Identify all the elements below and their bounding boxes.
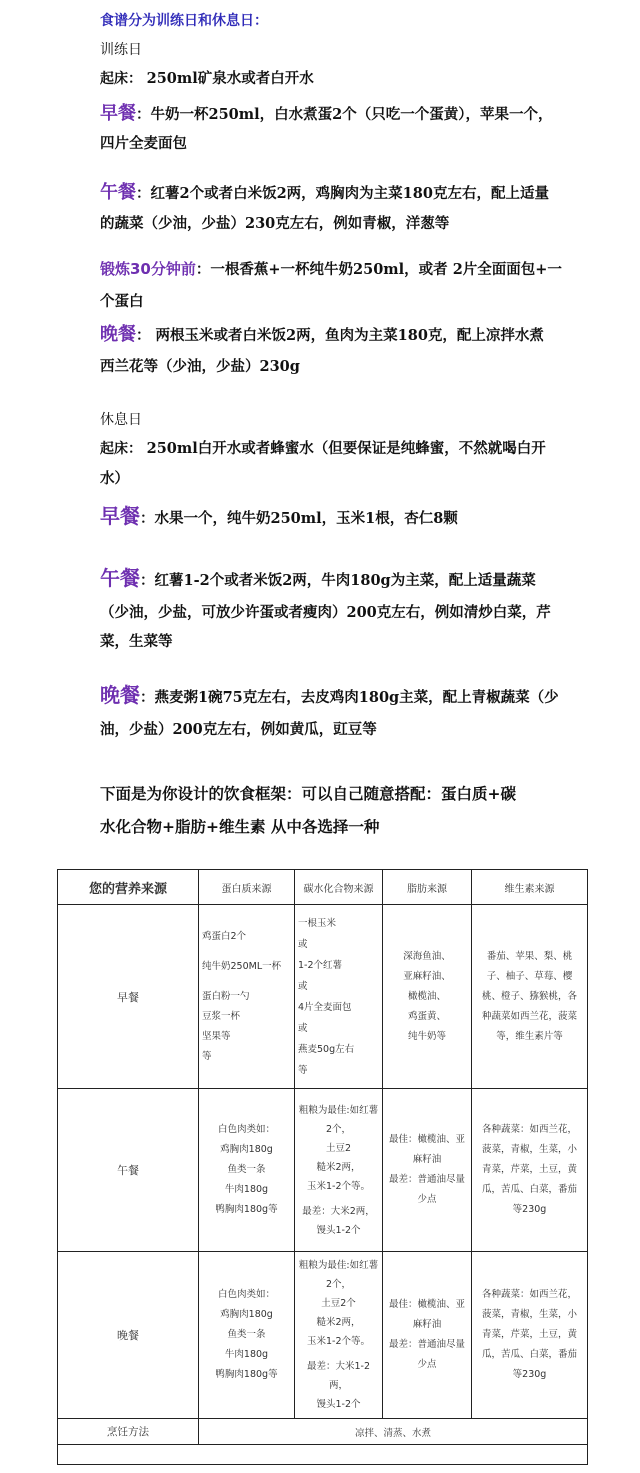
breakfast-carbs-item: 或: [298, 1022, 308, 1034]
breakfast-protein-item: 纯牛奶250ML一杯: [202, 960, 282, 972]
empty-cell: [58, 1445, 588, 1465]
lunch-fat-item: 少点: [417, 1194, 437, 1205]
breakfast-carbs-item: 1-2个红薯: [298, 959, 343, 971]
rest-lunch-line3: 菜，生菜等: [100, 633, 173, 650]
lunch-fat-item: 最佳：橄榄油、亚: [388, 1134, 465, 1145]
breakfast-carbs-item: 等: [298, 1064, 308, 1076]
lunch-carbs-item: 糙米2两，: [316, 1161, 361, 1173]
intro-heading: 食谱分为训练日和休息日：: [100, 13, 268, 29]
header-fat: 脂肪来源: [383, 870, 472, 905]
header-protein: 蛋白质来源: [199, 870, 295, 905]
lunch-fat-item: 麻籽油: [412, 1154, 442, 1165]
lunch-fat-cell: [383, 1089, 472, 1252]
dinner-carbs-item: 土豆2个: [321, 1298, 356, 1309]
breakfast-protein-item: 鸡蛋白2个: [202, 930, 247, 942]
training-lunch-line: [100, 178, 549, 204]
dinner-carbs-cell: [295, 1252, 383, 1419]
rest-dinner-line2: 油，少盐）200克左右，例如黄瓜，豇豆等: [100, 721, 377, 738]
lunch-protein-item: 白色肉类如：: [217, 1124, 275, 1135]
meal-dinner: 晚餐: [58, 1252, 199, 1419]
dinner-fat-item: 最佳：橄榄油、亚: [388, 1299, 465, 1310]
lunch-vitamin-item: 瓜，苦瓜、白菜，番茄: [481, 1184, 577, 1195]
dinner-vitamin-item: 菠菜，青椒，生菜，小: [481, 1309, 577, 1320]
lunch-vitamin-item: 等230g: [512, 1204, 547, 1215]
dinner-carbs-item: 糙米2两，: [316, 1317, 361, 1328]
training-dinner-line: [100, 320, 544, 346]
rest-lunch-line: [100, 562, 536, 591]
summary-line1: 下面是为你设计的饮食框架：可以自己随意搭配：蛋白质+碳: [100, 785, 516, 803]
lunch-vitamin-item: 青菜，芹菜，土豆，黄: [481, 1164, 577, 1175]
table-row-cooking: [58, 1419, 588, 1445]
breakfast-carbs-item: 燕麦50g左右: [298, 1043, 355, 1055]
rest-breakfast-text: ：水果一个，纯牛奶250ml，玉米1根，杏仁8颗: [140, 510, 458, 527]
dinner-protein-item: 鱼类一条: [227, 1329, 266, 1340]
lunch-carbs-item: 玉米1-2个等。: [306, 1180, 371, 1192]
breakfast-vitamin-item: 种蔬菜如西兰花，菠菜: [481, 1010, 577, 1022]
dinner-vitamin-item: 青菜，芹菜，土豆，黄: [481, 1329, 577, 1340]
training-pre-text: ：一根香蕉+一杯纯牛奶250ml，或者 2片全面面包+一: [195, 261, 562, 278]
training-breakfast-label: 早餐: [100, 103, 136, 124]
table-row-breakfast: [58, 905, 588, 1089]
rest-dinner-line: [100, 679, 559, 708]
lunch-carbs-item: 最差：大米2两，: [302, 1205, 375, 1217]
dinner-carbs-item: 馒头1-2个: [316, 1399, 361, 1410]
training-wake-label: 起床：: [100, 71, 142, 87]
dinner-fat-item: 最差：普通油尽量: [388, 1339, 465, 1350]
breakfast-carbs-cell: [295, 905, 383, 1089]
meal-lunch: 午餐: [58, 1089, 199, 1252]
dinner-carbs-item: 最差：大米1-2两，: [306, 1361, 371, 1391]
lunch-protein-item: 鸭胸肉180g等: [215, 1204, 278, 1215]
breakfast-fat-item: 鸡蛋黄、: [407, 1010, 446, 1022]
lunch-vitamin-item: 各种蔬菜：如西兰花，: [481, 1124, 577, 1135]
rest-wake-text: 250ml白开水或者蜂蜜水（但要保证是纯蜂蜜，不然就喝白开: [146, 440, 546, 457]
breakfast-fat-item: 纯牛奶等: [407, 1030, 446, 1042]
breakfast-fat-item: 橄榄油、: [407, 990, 446, 1002]
dinner-protein-item: 鸡胸肉180g: [220, 1309, 273, 1320]
breakfast-protein-item: 蛋白粉一勺: [202, 990, 250, 1002]
table-header-row: [58, 870, 588, 905]
training-day-title: 训练日: [100, 42, 142, 58]
dinner-fat-cell: [383, 1252, 472, 1419]
training-dinner-text: ： 两根玉米或者白米饭2两，鱼肉为主菜180克，配上凉拌水煮: [136, 327, 544, 344]
rest-day-title: 休息日: [100, 412, 142, 428]
breakfast-vitamin-cell: [472, 905, 588, 1089]
rest-wake-label: 起床：: [100, 441, 142, 457]
dinner-fat-item: 麻籽油: [412, 1319, 442, 1330]
lunch-carbs-item: 土豆2: [325, 1142, 352, 1154]
breakfast-vitamin-item: 番茄、苹果、梨、桃: [486, 950, 573, 962]
dinner-carbs-item: 玉米1-2个等。: [306, 1336, 371, 1347]
breakfast-protein-cell: [199, 905, 295, 1089]
rest-lunch-line2: （少油，少盐，可放少许蛋或者瘦肉）200克左右，例如清炒白菜，芹: [100, 604, 551, 621]
training-breakfast-line: [100, 99, 552, 125]
lunch-fat-item: 最差：普通油尽量: [388, 1174, 465, 1185]
dinner-protein-item: 牛肉180g: [224, 1349, 269, 1360]
lunch-carbs-item: 2个，: [325, 1123, 352, 1135]
training-dinner-label: 晚餐: [100, 324, 136, 345]
dinner-vitamin-item: 瓜，苦瓜、白菜，番茄: [481, 1349, 577, 1360]
training-breakfast-text: ：牛奶一杯250ml，白水煮蛋2个（只吃一个蛋黄），苹果一个，: [136, 106, 553, 123]
training-wake-text: 250ml矿泉水或者白开水: [146, 70, 314, 87]
training-breakfast-line2: 四片全麦面包: [100, 135, 187, 152]
lunch-carbs-item: 粗粮为最佳:如红薯: [298, 1104, 379, 1116]
rest-dinner-label: 晚餐: [100, 683, 140, 707]
cooking-method-value: 凉拌、清蒸、水煮: [199, 1419, 588, 1445]
rest-lunch-label: 午餐: [100, 566, 140, 590]
dinner-fat-item: 少点: [417, 1359, 437, 1370]
training-pre-label: 锻炼30分钟前: [100, 260, 196, 278]
lunch-protein-item: 鸡胸肉180g: [220, 1144, 273, 1155]
lunch-protein-cell: [199, 1089, 295, 1252]
dinner-protein-cell: [199, 1252, 295, 1419]
summary-line2: 水化合物+脂肪+维生素 从中各选择一种: [100, 818, 380, 836]
rest-dinner-text: ：燕麦粥1碗75克左右，去皮鸡肉180g主菜，配上青椒蔬菜（少: [140, 689, 559, 706]
lunch-protein-item: 牛肉180g: [224, 1184, 269, 1195]
lunch-protein-item: 鱼类一条: [227, 1164, 266, 1175]
breakfast-fat-item: 亚麻籽油、: [403, 970, 451, 982]
dinner-carbs-item: 2个，: [325, 1279, 352, 1290]
rest-wake-line2: 水）: [100, 470, 129, 487]
dinner-vitamin-cell: [472, 1252, 588, 1419]
header-vitamin: 维生素来源: [472, 870, 588, 905]
breakfast-protein-item: 坚果等: [202, 1030, 231, 1042]
table-row-lunch: [58, 1089, 588, 1252]
header-source: 您的营养来源: [58, 870, 199, 905]
dinner-protein-item: 白色肉类如：: [217, 1289, 275, 1300]
rest-breakfast-line: [100, 500, 458, 529]
cooking-method-label: 烹饪方法: [58, 1419, 199, 1445]
breakfast-vitamin-item: 桃、橙子、猕猴桃，各: [481, 990, 577, 1002]
breakfast-protein-item: 豆浆一杯: [202, 1010, 241, 1022]
breakfast-vitamin-item: 等，维生素片等: [496, 1030, 563, 1042]
table-row-dinner: [58, 1252, 588, 1419]
breakfast-fat-cell: [383, 905, 472, 1089]
training-lunch-text: ：红薯2个或者白米饭2两，鸡胸肉为主菜180克左右，配上适量: [136, 185, 549, 202]
training-pre-line2: 个蛋白: [100, 293, 144, 310]
lunch-vitamin-item: 菠菜，青椒，生菜，小: [481, 1144, 577, 1155]
rest-breakfast-label: 早餐: [100, 504, 140, 528]
breakfast-vitamin-item: 子、柚子、草莓、樱: [486, 970, 573, 982]
training-dinner-line2: 西兰花等（少油，少盐）230g: [100, 358, 300, 375]
training-wake-line: [100, 67, 314, 88]
dinner-vitamin-item: 等230g: [512, 1369, 547, 1380]
breakfast-carbs-item: 或: [298, 938, 308, 950]
training-lunch-line2: 的蔬菜（少油，少盐）230克左右，例如青椒，洋葱等: [100, 215, 450, 232]
nutrition-table: [57, 869, 588, 1465]
lunch-carbs-item: 馒头1-2个: [316, 1224, 361, 1236]
rest-lunch-text: ：红薯1-2个或者米饭2两，牛肉180g为主菜，配上适量蔬菜: [140, 572, 536, 589]
dinner-carbs-item: 粗粮为最佳:如红薯: [298, 1260, 379, 1271]
breakfast-fat-item: 深海鱼油、: [403, 950, 451, 962]
rest-wake-line: [100, 437, 546, 458]
breakfast-carbs-item: 4片全麦面包: [298, 1001, 352, 1013]
dinner-protein-item: 鸭胸肉180g等: [215, 1369, 278, 1380]
training-lunch-label: 午餐: [100, 182, 136, 203]
dinner-vitamin-item: 各种蔬菜：如西兰花，: [481, 1289, 577, 1300]
breakfast-protein-item: 等: [202, 1050, 212, 1062]
table-row-empty: [58, 1445, 588, 1465]
breakfast-carbs-item: 一根玉米: [298, 917, 337, 929]
breakfast-carbs-item: 或: [298, 980, 308, 992]
lunch-carbs-cell: [295, 1089, 383, 1252]
lunch-vitamin-cell: [472, 1089, 588, 1252]
training-pre-line: [100, 258, 562, 279]
meal-breakfast: 早餐: [58, 905, 199, 1089]
header-carbs: 碳水化合物来源: [295, 870, 383, 905]
